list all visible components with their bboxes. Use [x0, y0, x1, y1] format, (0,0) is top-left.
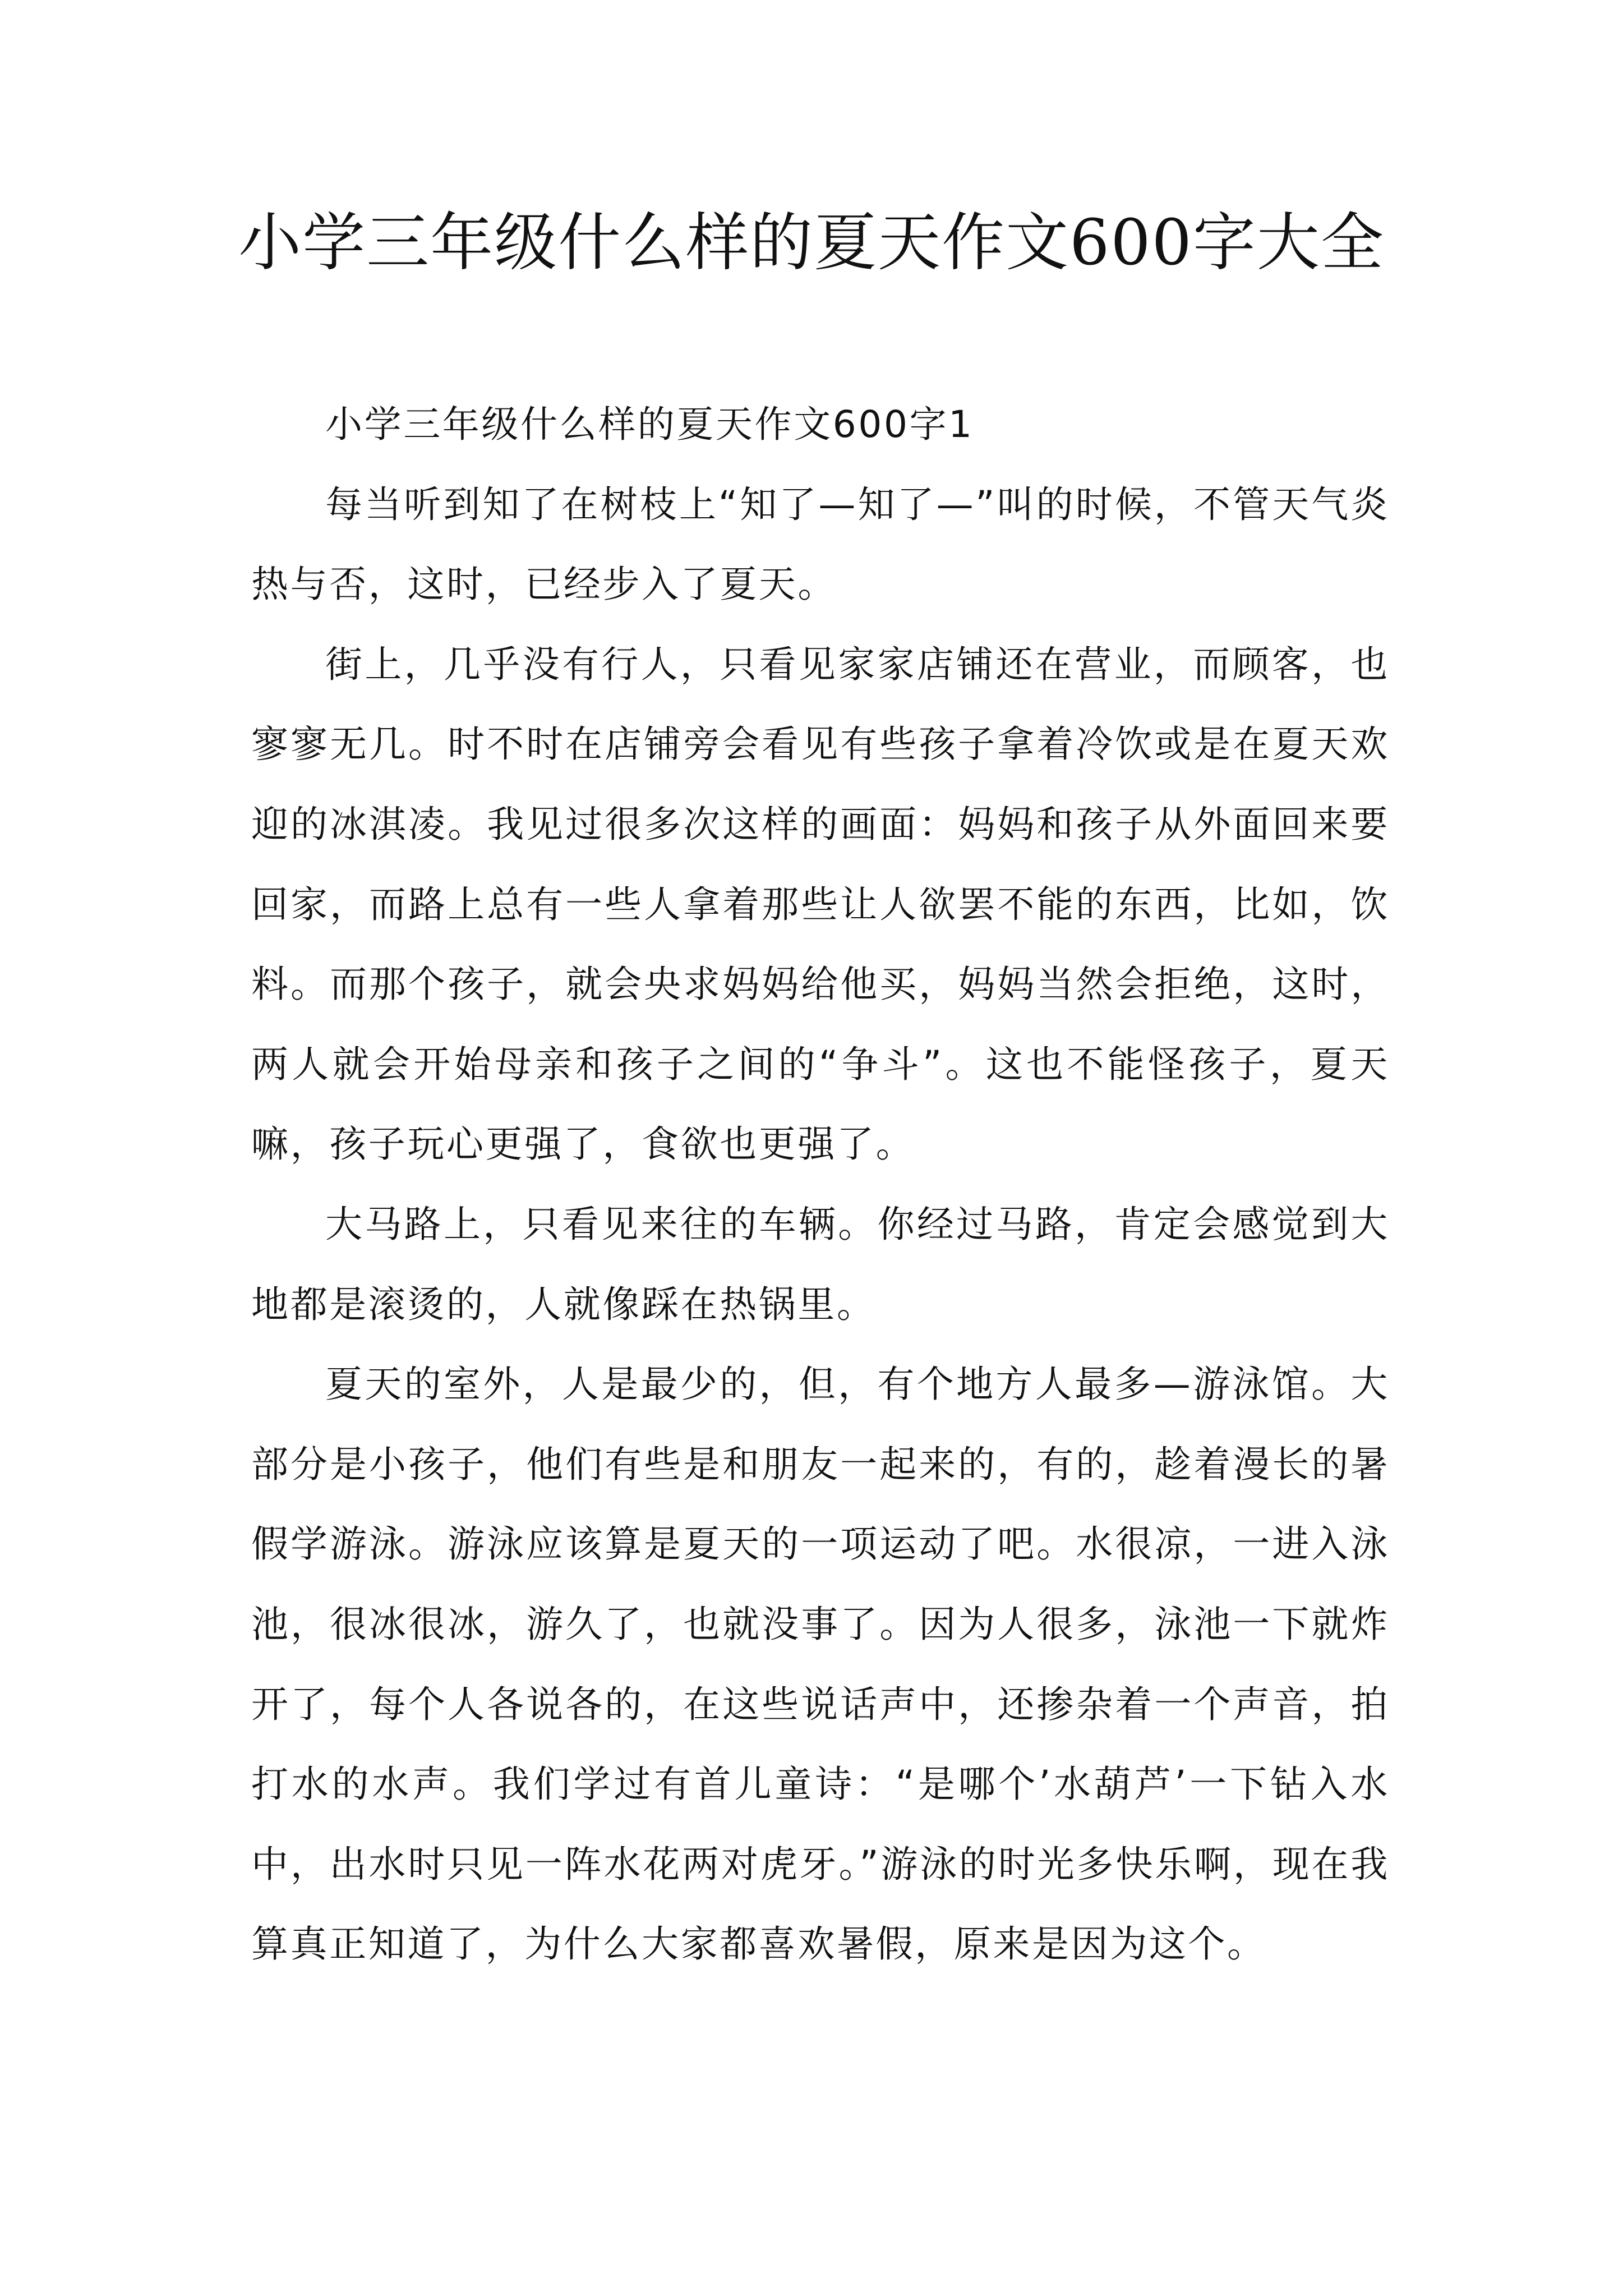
paragraph-swimming: 夏天的室外，人是最少的，但，有个地方人最多—游泳馆。大部分是小孩子，他们有些是和朋友一起来的，有的，趁着漫长的暑假学游泳。游泳应该算是夏天的一项运动了吧。水很凉，一进入泳池，很冰很冰，游久了，也就没事了。因为人很多，泳池一下就炸开了，每个人各说各的，在这些说话声中，还掺杂着一个声音，拍打水的水声。我们学过有首儿童诗：“是哪个’水葫芦’一下钻入水中，出水时只见一阵水花两对虎牙。”游泳的时光多快乐啊，现在我算真正知道了，为什么大家都喜欢暑假，原来是因为这个。: [251, 1363, 1390, 1966]
paragraph-street: 街上，几乎没有行人，只看见家家店铺还在营业，而顾客，也寥寥无几。时不时在店铺旁会看见有些孩子拿着冷饮或是在夏天欢迎的冰淇凌。我见过很多次这样的画面：妈妈和孩子从外面回来要回家，而路上总有一些人拿着那些让人欲罢不能的东西，比如，饮料。而那个孩子，就会央求妈妈给他买，妈妈当然会拒绝，这时，两人就会开始母亲和孩子之间的“争斗”。这也不能怪孩子，夏天嘛，孩子玩心更强了，食欲也更强了。: [251, 642, 1390, 1166]
document-title: 小学三年级什么样的夏天作文600字大全: [238, 206, 1385, 279]
document-body: [251, 385, 1390, 1985]
paragraph-cicada: 每当听到知了在树枝上“知了—知了—”叫的时候，不管天气炎热与否，这时，已经步入了夏天。: [251, 482, 1390, 606]
paragraph-road: 大马路上，只看见来往的车辆。你经过马路，肯定会感觉到大地都是滚烫的，人就像踩在热锅里。: [251, 1202, 1390, 1326]
section-heading: 小学三年级什么样的夏天作文600字1: [325, 403, 974, 446]
